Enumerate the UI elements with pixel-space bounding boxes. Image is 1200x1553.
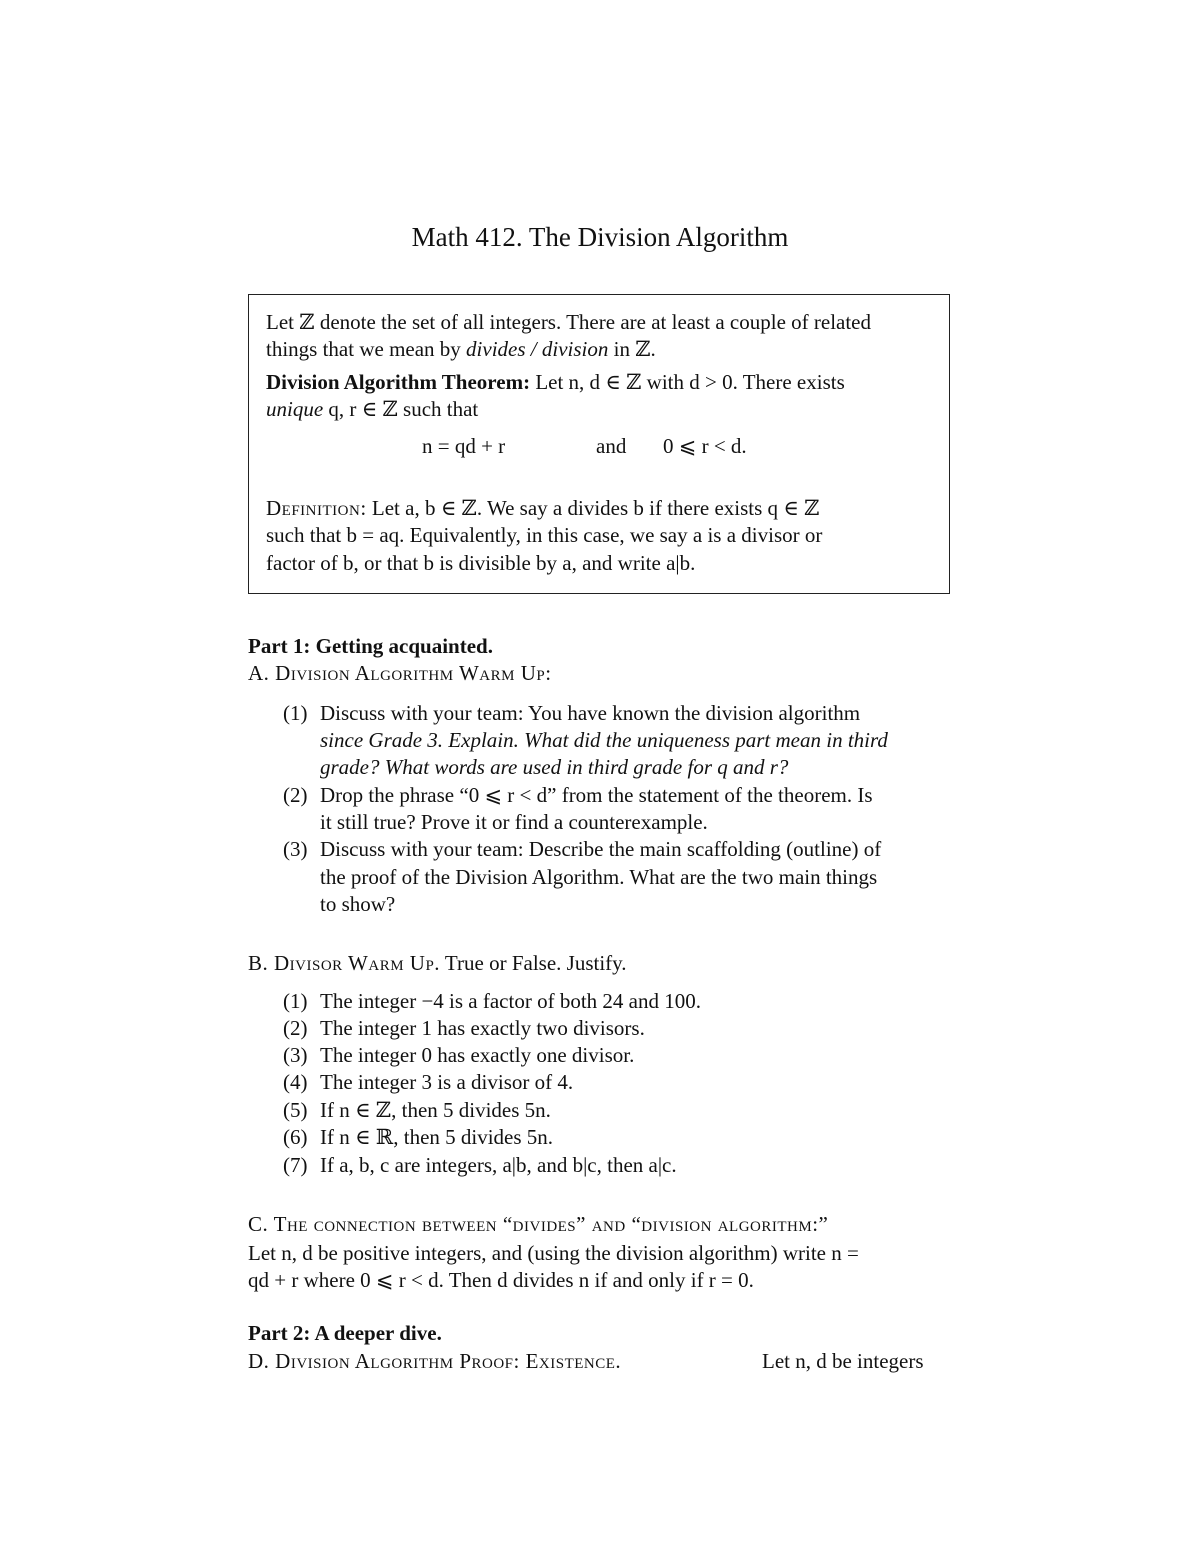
sectionB-item-6-num: (6) xyxy=(283,1125,308,1149)
sectionB-item-2-text: The integer 1 has exactly two divisors. xyxy=(320,1016,645,1040)
sectionD-text: Let n, d be integers xyxy=(762,1349,924,1373)
page-title: Math 412. The Division Algorithm xyxy=(411,222,789,252)
sectionC-line-1: Let n, d be positive integers, and (using the division algorithm) write n = xyxy=(248,1241,859,1265)
part2-heading: Part 2: A deeper dive. xyxy=(248,1321,442,1345)
sectionB-item-4-text: The integer 3 is a divisor of 4. xyxy=(320,1070,574,1094)
equation-left: n = qd + r xyxy=(422,434,506,458)
equation-and: and xyxy=(596,434,627,458)
sectionA-item-3-line-3: to show? xyxy=(320,892,396,916)
sectionA-heading: A. Division Algorithm Warm Up: xyxy=(248,661,552,685)
sectionC-heading: C. The connection between “divides” and “division algorithm:” xyxy=(248,1212,829,1236)
intro-line-2-end: in ℤ. xyxy=(608,337,656,361)
definition-label: Definition: xyxy=(266,496,367,520)
sectionB-instructions: True or False. Justify. xyxy=(440,951,627,975)
intro-line-2 xyxy=(266,336,656,363)
theorem-line-2 xyxy=(266,396,478,423)
sectionB-heading-line xyxy=(248,950,627,977)
sectionD-heading: D. Division Algorithm Proof: Existence. xyxy=(248,1349,622,1373)
sectionB-item-5-text: If n ∈ ℤ, then 5 divides 5n. xyxy=(320,1098,551,1122)
sectionC-line-2: qd + r where 0 ⩽ r < d. Then d divides n if and only if r = 0. xyxy=(248,1268,754,1292)
sectionA-item-2-line-1: Drop the phrase “0 ⩽ r < d” from the statement of the theorem. Is xyxy=(320,783,873,807)
sectionA-item-1-num: (1) xyxy=(283,701,308,725)
sectionB-item-7-num: (7) xyxy=(283,1153,308,1177)
definition-text-1: Let a, b ∈ ℤ. We say a divides b if there exists q ∈ ℤ xyxy=(366,496,820,520)
sectionA-item-3-num: (3) xyxy=(283,837,308,861)
sectionB-item-3-text: The integer 0 has exactly one divisor. xyxy=(320,1043,635,1067)
theorem-text: Let n, d ∈ ℤ with d > 0. There exists xyxy=(530,370,845,394)
sectionA-item-1-line-1: Discuss with your team: You have known the division algorithm xyxy=(320,701,861,725)
sectionB-item-7-text: If a, b, c are integers, a|b, and b|c, then a|c. xyxy=(320,1153,677,1177)
sectionA-item-1-line-3: grade? What words are used in third grade for q and r? xyxy=(320,755,789,779)
sectionA-item-3-line-1: Discuss with your team: Describe the main scaffolding (outline) of xyxy=(320,837,882,861)
sectionA-item-2-line-2: it still true? Prove it or find a counterexample. xyxy=(320,810,708,834)
sectionB-item-6-text: If n ∈ ℝ, then 5 divides 5n. xyxy=(320,1125,554,1149)
theorem-label: Division Algorithm Theorem: xyxy=(266,370,531,394)
sectionA-item-1-line-2: since Grade 3. Explain. What did the uniqueness part mean in third xyxy=(320,728,888,752)
intro-line-1: Let ℤ denote the set of all integers. There are at least a couple of related xyxy=(266,310,872,334)
sectionB-item-3-num: (3) xyxy=(283,1043,308,1067)
sectionB-item-5-num: (5) xyxy=(283,1098,308,1122)
sectionB-item-1-text: The integer −4 is a factor of both 24 and 100. xyxy=(320,989,701,1013)
theorem-line-2-text: q, r ∈ ℤ such that xyxy=(323,397,479,421)
definition-line-3: factor of b, or that b is divisible by a, and write a|b. xyxy=(266,551,696,575)
equation-right: 0 ⩽ r < d. xyxy=(663,434,747,458)
definition-line-2: such that b = aq. Equivalently, in this case, we say a is a divisor or xyxy=(266,523,823,547)
sectionA-item-2-num: (2) xyxy=(283,783,308,807)
part1-heading: Part 1: Getting acquainted. xyxy=(248,634,493,658)
sectionB-item-4-num: (4) xyxy=(283,1070,308,1094)
definition-line-1 xyxy=(266,495,819,522)
intro-line-2-emphasis: divides / division xyxy=(466,337,609,361)
theorem-unique: unique xyxy=(266,397,324,421)
sectionB-heading: B. Divisor Warm Up. xyxy=(248,951,441,975)
theorem-line-1 xyxy=(266,369,845,396)
sectionA-item-3-line-2: the proof of the Division Algorithm. What are the two main things xyxy=(320,865,878,889)
intro-line-2-text: things that we mean by xyxy=(266,337,467,361)
sectionB-item-2-num: (2) xyxy=(283,1016,308,1040)
sectionB-item-1-num: (1) xyxy=(283,989,308,1013)
